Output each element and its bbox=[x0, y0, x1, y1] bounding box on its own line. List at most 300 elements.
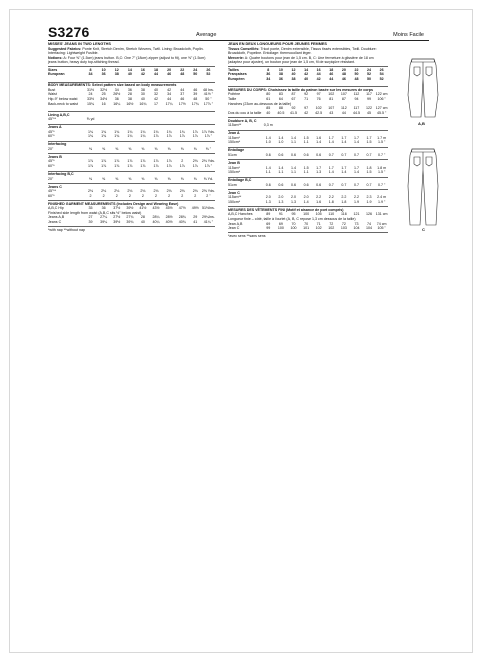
francaises-row-value: 38 bbox=[278, 72, 283, 77]
mesures-row-value: 61 bbox=[266, 96, 271, 101]
europeen-row-value: 36 bbox=[278, 76, 283, 81]
body-row-value: 48 bbox=[193, 96, 198, 101]
tailles-row-value: 14 bbox=[304, 67, 309, 72]
jeans-c-row-value: 2⅛ bbox=[88, 189, 94, 194]
entoilage-bc-row-value: 0.6 bbox=[316, 182, 322, 187]
entoilage-bc-row-label: 51cm bbox=[228, 182, 237, 187]
jean-c-row-value: 1.8 bbox=[328, 199, 334, 204]
lining-title: Lining A,B,C bbox=[48, 111, 215, 117]
jeans-b-row-value: 1⅞ bbox=[127, 163, 133, 168]
finished-row-value: 41¼ " bbox=[203, 219, 214, 224]
jeans-a-row-value: 1⅞ bbox=[153, 134, 159, 139]
jean-c-row-value: 2.0 bbox=[265, 195, 271, 200]
mesures-row-value: 94 bbox=[354, 96, 359, 101]
body-row-value: 42 bbox=[167, 87, 172, 92]
body-row-value: 48 Ins. bbox=[202, 87, 214, 92]
finished-row-value: 51½Ins. bbox=[201, 206, 215, 211]
jeans-c-row-value: 2⅛ bbox=[166, 189, 172, 194]
jean-c-row-value: 1.9 bbox=[366, 199, 372, 204]
interfacing-row-value: ⅜ bbox=[180, 146, 184, 151]
lining-row-value bbox=[97, 117, 110, 122]
tailles-row-value: 20 bbox=[341, 67, 346, 72]
jeans-a-row-value: 1¾ bbox=[140, 134, 146, 139]
finished-row-value: 39½ bbox=[113, 219, 121, 224]
mesures-row-value: 107 bbox=[328, 106, 335, 111]
jean-c-title: Jean C bbox=[228, 189, 388, 195]
mesures-row-value: 87 bbox=[291, 92, 296, 97]
mesures-fini-row-label: Jean C bbox=[228, 226, 240, 231]
finished-row-value: 40¾ bbox=[178, 219, 186, 224]
mesures-fini-row-value: 72 bbox=[341, 221, 346, 226]
body-row-value: 16 bbox=[101, 101, 106, 106]
mercerie-label: Mercerie: bbox=[228, 55, 244, 60]
mesures-row-value: 112 bbox=[340, 106, 347, 111]
interfacing-bc-row-value: ⅜ bbox=[154, 176, 158, 181]
finished-row-value: 28¼ bbox=[152, 215, 160, 220]
body-row-value: 17¼ bbox=[165, 101, 173, 106]
lining-row-value bbox=[176, 117, 189, 122]
jean-c-row-value: 2.0 bbox=[290, 195, 296, 200]
europeen-row-value: 52 bbox=[379, 76, 384, 81]
jeans-a-row-value: 1¾ bbox=[88, 129, 94, 134]
jeans-c-row-value: 2⅛ bbox=[101, 189, 107, 194]
tailles-row-value: 10 bbox=[278, 67, 283, 72]
french-column bbox=[228, 42, 388, 238]
jean-b-row bbox=[228, 170, 388, 175]
europeen-row-value: 38 bbox=[291, 76, 296, 81]
mesures-row-label: Taille bbox=[228, 96, 237, 101]
interfacing-title: Interfacing bbox=[48, 141, 215, 147]
body-row-value: 33½ bbox=[87, 96, 95, 101]
entoilage-row-value: 0.6 bbox=[316, 152, 322, 157]
interfacing-bc-row-value: ⅜ bbox=[102, 176, 106, 181]
jean-b-row-value: 1.1 bbox=[265, 170, 271, 175]
mesures-fini-row-value: 74 cm bbox=[376, 221, 387, 226]
body-row-value: 34½ bbox=[100, 96, 108, 101]
finished-row bbox=[48, 220, 215, 225]
illustration-label-ab: A,B bbox=[418, 121, 425, 126]
mesures-fini-row-value: 100 bbox=[303, 212, 310, 217]
jean-c-row-value: 1.9 bbox=[353, 199, 359, 204]
jeans-a-row-value: 1¾ bbox=[101, 134, 107, 139]
jean-c-row-value: 2.2 bbox=[341, 195, 347, 200]
jeans-b-row-value: 1⅞ bbox=[101, 163, 107, 168]
european-row-value: 34 bbox=[88, 72, 93, 77]
jean-a-row-value: 1.6 bbox=[316, 135, 322, 140]
body-row-value: 41½ " bbox=[203, 92, 214, 97]
interfacing-row-value: ⅜ bbox=[167, 146, 171, 151]
lining-row-value bbox=[123, 117, 136, 122]
jeans-c-row-value: 2 bbox=[89, 193, 92, 198]
jeans-a-row-value: 1¾ bbox=[88, 134, 94, 139]
mesures-fini-row-value: 121 bbox=[353, 212, 360, 217]
entoilage-bc-row bbox=[228, 183, 388, 188]
jean-b-row-value: 1.7 bbox=[316, 165, 322, 170]
europeen-row-value: 48 bbox=[354, 76, 359, 81]
doublure-row bbox=[228, 123, 388, 128]
tailles-row-value: 26 bbox=[379, 67, 384, 72]
mesures-row-value: 112 bbox=[353, 92, 360, 97]
finished-row-value: 28¾ bbox=[178, 215, 186, 220]
jean-b-row-value: 1.1 bbox=[303, 170, 309, 175]
mesures-row-value: 80 bbox=[266, 92, 271, 97]
entoilage-row-label: 51cm bbox=[228, 152, 237, 157]
mesures-row-value: 83 bbox=[278, 92, 283, 97]
finished-row-value: 47½ bbox=[178, 206, 186, 211]
francaises-row-value: 46 bbox=[329, 72, 334, 77]
entoilage-bc-row-value: 0.7 " bbox=[378, 182, 386, 187]
jeans-b-row-value: 1⅞ bbox=[101, 159, 107, 164]
mesures-fini-row-value: 110 bbox=[328, 212, 335, 217]
interfacing-bc-row-value: ⅜ bbox=[141, 176, 145, 181]
body-row-value: 39 bbox=[193, 92, 198, 97]
europeen-row-value: 50 bbox=[367, 76, 372, 81]
interfacing-bc-row-value: ⅜ bbox=[115, 176, 119, 181]
european-row-value: 48 bbox=[180, 72, 185, 77]
mesures-fini-row-label: Longueur finie – côté, taille à l'ourlet (A, B, C repose 1,3 cm dessous de la taille) bbox=[228, 216, 356, 221]
jean-b-row-label: 150cm* bbox=[228, 170, 241, 175]
doublure-row-value bbox=[287, 123, 300, 128]
jeans-a-row-value: 1¾ bbox=[140, 129, 146, 134]
entoilage-bc-row-value: 0.7 bbox=[328, 182, 334, 187]
sizes-row-value: 10 bbox=[101, 67, 106, 72]
divider bbox=[228, 232, 388, 233]
mesures-row bbox=[228, 111, 388, 116]
jean-c-row-value: 2.2 bbox=[353, 195, 359, 200]
interfacing-row-value: ⅜ bbox=[89, 146, 93, 151]
mesures-fini-row-value: 100 bbox=[290, 226, 297, 231]
tailles-row-label: Tailles bbox=[228, 67, 239, 72]
mesures-fini-row-value: 71 bbox=[316, 221, 321, 226]
mesures-row-label: Hanches (23cm au-dessous de la taille) bbox=[228, 101, 292, 106]
jeans-b-row-value: 1⅞ bbox=[127, 159, 133, 164]
jeans-b-row-value: 1⅞ bbox=[179, 163, 185, 168]
sizes-row-value: 20 bbox=[167, 67, 172, 72]
body-row-label: Waist bbox=[48, 92, 57, 97]
body-row-value: 16¾ bbox=[139, 101, 147, 106]
jean-a-row-value: 1.0 bbox=[278, 140, 284, 145]
mesures-corps-title: MESURES DU CORPS: Choisissez la taille du patron basée sur les mesures de corps bbox=[228, 86, 388, 92]
interfacing-row-value: ⅜ " bbox=[205, 146, 212, 151]
jean-a-row-value: 1.1 bbox=[303, 140, 309, 145]
jeans-b-row-label: 45"* bbox=[48, 159, 55, 164]
jeans-c-row-value: 2⅝ Yds. bbox=[201, 189, 215, 194]
jeans-a-row-label: 60"* bbox=[48, 134, 55, 139]
european-row-value: 42 bbox=[140, 72, 145, 77]
mesures-fini-row-value: 131 cm bbox=[375, 212, 388, 217]
sizes-row-value: 14 bbox=[127, 67, 132, 72]
mesures-row-value: 102 bbox=[315, 106, 322, 111]
mesures-fini-title: MESURES DES VÊTEMENTS FINI (Motif et aisance de port compris) bbox=[228, 206, 388, 212]
mesures-fini-row-value: 104 bbox=[366, 226, 373, 231]
sizes-row-value: 24 bbox=[193, 67, 198, 72]
finished-row-value: 49½ bbox=[191, 206, 199, 211]
suggested-fabrics bbox=[48, 47, 215, 56]
finished-row-label: Jeans A,B bbox=[48, 215, 65, 220]
europeen-row-value: 40 bbox=[304, 76, 309, 81]
interfacing-bc-row-value: ⅜ bbox=[89, 176, 93, 181]
body-row-value: 32½ bbox=[100, 87, 108, 92]
entoilage-row-value: 0.6 bbox=[303, 152, 309, 157]
francaises-row-value: 36 bbox=[266, 72, 271, 77]
jean-a-row-value: 1.7 bbox=[328, 135, 334, 140]
jean-a-row-label: 150cm* bbox=[228, 140, 241, 145]
mesures-row-value: 71 bbox=[304, 96, 309, 101]
mesures-row-value: 40 bbox=[266, 110, 271, 115]
tailles-row-value: 22 bbox=[354, 67, 359, 72]
mesures-row-value: 122 cm bbox=[375, 92, 388, 97]
tailles-row-value: 18 bbox=[329, 67, 334, 72]
body-row-value: 16½ bbox=[126, 101, 134, 106]
doublure-row-value bbox=[338, 123, 351, 128]
jean-b-row-value: 1.4 bbox=[265, 165, 271, 170]
mesures-row-value: 106 " bbox=[377, 96, 386, 101]
europeen-row-label: Européen bbox=[228, 76, 245, 81]
jeans-c-row-value: 2 bbox=[115, 193, 118, 198]
jean-c-row-label: 115cm** bbox=[228, 195, 242, 200]
pattern-number: S3276 bbox=[48, 24, 90, 40]
jeans-a-row-value: 1⅞ bbox=[166, 134, 172, 139]
mesures-row-value: 127 cm bbox=[375, 106, 388, 111]
jeans-a-row-value: 1⅞ bbox=[192, 134, 198, 139]
interfacing-row-value: ⅜ bbox=[154, 146, 158, 151]
lining-row-value bbox=[110, 117, 123, 122]
finished-row-value: 29¼Ins. bbox=[201, 215, 215, 220]
jean-c-row-value: 2.2 bbox=[328, 195, 334, 200]
body-row-value: 44 bbox=[167, 96, 172, 101]
mesures-fini-row-value: 116 bbox=[340, 212, 347, 217]
finished-row-value: 35 bbox=[88, 206, 93, 211]
jeans-a-title: Jeans A bbox=[48, 124, 215, 130]
european-row-value: 36 bbox=[101, 72, 106, 77]
mercerie bbox=[228, 56, 388, 65]
interfacing-row-value: ⅜ bbox=[193, 146, 197, 151]
body-row-value: 50 " bbox=[205, 96, 212, 101]
jeans-a-row-value: 1¾ bbox=[101, 129, 107, 134]
interfacing-bc-row-value: ⅜ bbox=[193, 176, 197, 181]
jeans-b-row-value: 1⅞ bbox=[153, 163, 159, 168]
jeans-a-row-value: 1¾ bbox=[166, 129, 172, 134]
tissus-conseilles bbox=[228, 47, 388, 56]
spacer bbox=[228, 81, 388, 84]
section-title: MISSES' JEANS IN TWO LENGTHS bbox=[48, 42, 111, 46]
body-row-label: Back-neck to waist bbox=[48, 101, 78, 106]
entoilage-bc-row-value: 0.6 bbox=[265, 182, 271, 187]
section-title-fr: JEAN EN DEUX LONGUEURS POUR JEUNES FEMMES bbox=[228, 42, 327, 46]
body-row-value: 31½ bbox=[87, 87, 95, 92]
jean-c-row-label: 150cm* bbox=[228, 199, 241, 204]
interfacing-bc-title: Interfacing B,C bbox=[48, 171, 215, 177]
mesures-row-value: 92 bbox=[291, 106, 296, 111]
francaises-row-value: 48 bbox=[341, 72, 346, 77]
mesures-row-value: 41.5 bbox=[289, 110, 297, 115]
body-row-value: 36 bbox=[114, 96, 119, 101]
jeans-c-illustration bbox=[398, 146, 448, 228]
mesures-row-label: Poitrine bbox=[228, 92, 241, 97]
mesures-fini-row-value: 105 bbox=[315, 212, 322, 217]
interfacing-bc-row-value: ⅜ bbox=[180, 176, 184, 181]
mesures-fini-row-value: 126 bbox=[366, 212, 373, 217]
jeans-b-row-value: 1⅞ bbox=[140, 163, 146, 168]
mesures-row-value: 102 bbox=[328, 92, 335, 97]
mesures-fini-row-value: 102 bbox=[328, 226, 335, 231]
mesures-row-value: 88 bbox=[278, 106, 283, 111]
body-row-value: 42 bbox=[154, 96, 159, 101]
jeans-c-row-value: 2 bbox=[128, 193, 131, 198]
sizes-row-label: Sizes bbox=[48, 67, 58, 72]
jean-a-row-value: 1.0 bbox=[265, 140, 271, 145]
suggested-fabrics-text: Ponte Knit, Stretch Denim, Stretch Wovens, Twill. Lining: Broadcloth, Poplin. Interfacing: Lightweight Fusible. bbox=[48, 46, 204, 56]
jeans-b-row-value: 1⅞ bbox=[114, 163, 120, 168]
entoilage-row-value: 0.7 bbox=[328, 152, 334, 157]
mesures-row-value: 42 bbox=[304, 110, 309, 115]
jean-a-row-value: 1.7 bbox=[366, 135, 372, 140]
doublure-row-value bbox=[300, 123, 313, 128]
jeans-b-row bbox=[48, 164, 215, 169]
jeans-c-row-value: 2⅛ bbox=[114, 189, 120, 194]
jeans-a-row-value: 1¾ bbox=[114, 134, 120, 139]
interfacing-row-value: ⅜ bbox=[102, 146, 106, 151]
jeans-c-row-value: 2⅛ bbox=[179, 189, 185, 194]
jean-b-row-value: 1.5 bbox=[366, 170, 372, 175]
mesures-fini-row-value: 91 bbox=[278, 212, 283, 217]
jean-c-row-value: 1.4 bbox=[303, 199, 309, 204]
jeans-b-row-label: 60"* bbox=[48, 163, 55, 168]
finished-row-value: 27¾ bbox=[126, 215, 134, 220]
jean-a-row-value: 1.5 bbox=[366, 140, 372, 145]
mercerie-text: A: Quatre boutons pour jean de 1,5 cm. B, C: Une fermeture à glissière de 18 cm (adaptez pour ajuster), un bouton pour jean de 1,5 cm, fil de surpiqûre résistant. bbox=[228, 55, 374, 65]
body-row-value: 26½ bbox=[113, 92, 121, 97]
footnote: *with nap **without nap bbox=[48, 227, 85, 232]
finished-row-value: 39¾ bbox=[126, 219, 134, 224]
doublure-row-value bbox=[350, 123, 363, 128]
body-row-value: 44 bbox=[180, 87, 185, 92]
jean-a-row-value: 1.4 bbox=[278, 135, 284, 140]
jeans-a-row-value: 1⅞ " bbox=[204, 134, 213, 139]
doublure-row-value: 0,3 m bbox=[263, 123, 273, 128]
jeans-c-row-value: 2 bbox=[102, 193, 105, 198]
jeans-c-row-value: 2⅛ bbox=[140, 189, 146, 194]
francaises-row-value: 40 bbox=[291, 72, 296, 77]
doublure-row-value bbox=[275, 123, 288, 128]
jeans-a-row-value: 1⅞ bbox=[179, 134, 185, 139]
european-row-label: European bbox=[48, 72, 65, 77]
body-row-value: 24 bbox=[88, 92, 93, 97]
jeans-b-row-value: 1⅞ bbox=[88, 159, 94, 164]
mesures-row-label: Dos du cou à la taille bbox=[228, 110, 262, 115]
jean-b-row-value: 1.7 bbox=[328, 165, 334, 170]
jeans-ab-illustration bbox=[398, 55, 448, 123]
mesures-fini-row-value: 69 bbox=[278, 221, 283, 226]
jeans-c-title: Jeans C bbox=[48, 183, 215, 189]
jeans-a-row bbox=[48, 134, 215, 139]
mesures-row-value: 67 bbox=[291, 96, 296, 101]
jeans-a-row-value: 1¾ bbox=[179, 129, 185, 134]
doublure-row-value bbox=[363, 123, 376, 128]
body-row-value: 25 bbox=[101, 92, 106, 97]
jeans-a-row-value: 1¾ bbox=[127, 134, 133, 139]
entoilage-row-value: 0.6 bbox=[290, 152, 296, 157]
entoilage-row bbox=[228, 153, 388, 158]
jean-c-row-value: 1.3 bbox=[265, 199, 271, 204]
jeans-a-row-value: 1⅞ bbox=[192, 129, 198, 134]
mesures-fini-row-value: 100 bbox=[277, 226, 284, 231]
mesures-fini-row bbox=[228, 226, 388, 231]
finished-row-label: Jeans C bbox=[48, 219, 62, 224]
entoilage-row-value: 0.7 bbox=[341, 152, 347, 157]
interfacing-bc-row-label: 20" bbox=[48, 176, 54, 181]
jean-a-row-value: 1.5 " bbox=[378, 140, 386, 145]
entoilage-bc-row-value: 0.6 bbox=[278, 182, 284, 187]
body-row-value: 17⅞ " bbox=[203, 101, 214, 106]
europeen-row-value: 34 bbox=[266, 76, 271, 81]
lining-row-value bbox=[163, 117, 176, 122]
lining-row-label: 45"** bbox=[48, 117, 57, 122]
european-row-value: 50 bbox=[193, 72, 198, 77]
body-row-value: 34 bbox=[114, 87, 119, 92]
finished-row-value: 28 bbox=[140, 215, 145, 220]
jeans-a-row-label: 45"* bbox=[48, 129, 55, 134]
body-row-label: Bust bbox=[48, 87, 56, 92]
mesures-row-value: 85 bbox=[266, 106, 271, 111]
interfacing-row-value: ⅜ bbox=[141, 146, 145, 151]
jeans-b-row-value: 1⅞ bbox=[140, 159, 146, 164]
finished-row-label: Finished side length from waist (A,B,C sits ½" below waist) bbox=[48, 210, 142, 215]
finished-row-value: 29 bbox=[193, 215, 198, 220]
notions-text: A: Four ⅝" (1.5cm) jeans button. B,C: One 7" (18cm) zipper (adjust to fit), one ⅝" (1.5cm) jeans button, heavy duty top-stitching thread. bbox=[48, 55, 206, 65]
body-row-value: 32 bbox=[154, 92, 159, 97]
jeans-b-row-value: 1⅞ bbox=[114, 159, 120, 164]
european-row bbox=[48, 72, 215, 77]
interfacing-bc-row-value: ⅜ Yd. bbox=[203, 176, 214, 181]
header-bar bbox=[48, 20, 429, 41]
jeans-b-row-value: 2⅛ Yds. bbox=[201, 159, 215, 164]
jeans-b-row-value: 1⅞ bbox=[88, 163, 94, 168]
jeans-c-row-value: 2⅛ bbox=[153, 189, 159, 194]
finished-row-value: 40¼ bbox=[152, 219, 160, 224]
body-row-value: 37 bbox=[180, 92, 185, 97]
body-row-label: Hip-9" below waist bbox=[48, 96, 78, 101]
jean-c-row-value: 2.3 bbox=[366, 195, 372, 200]
interfacing-row-value: ⅜ bbox=[128, 146, 132, 151]
interfacing-row-value: ⅜ bbox=[115, 146, 119, 151]
jeans-b-row-value: 1⅞ bbox=[153, 159, 159, 164]
mesures-row-value: 107 bbox=[340, 92, 347, 97]
notions-label: Notions: bbox=[48, 55, 63, 60]
jean-a-row-value: 1.4 bbox=[353, 140, 359, 145]
body-measurements-title: BODY MEASUREMENTS: Select pattern size based on body measurements bbox=[48, 82, 215, 88]
entoilage-row-value: 0.6 bbox=[265, 152, 271, 157]
entoilage-bc-row-value: 0.6 bbox=[303, 182, 309, 187]
mesures-row-value: 42.5 bbox=[315, 110, 323, 115]
entoilage-title: Entoilage bbox=[228, 147, 388, 153]
europeen-row-value: 44 bbox=[329, 76, 334, 81]
jean-c-row-value: 2.0 bbox=[303, 195, 309, 200]
finished-row-value: 27½ bbox=[113, 215, 121, 220]
jean-c-row-value: 2.4 m bbox=[377, 195, 387, 200]
difficulty-fr: Moins Facile bbox=[393, 32, 424, 38]
jean-b-row-value: 1.5 bbox=[303, 165, 309, 170]
lining-row-value: ⅝ yd bbox=[86, 117, 95, 122]
jean-b-row-value: 1.4 bbox=[328, 170, 334, 175]
european-row-value: 46 bbox=[167, 72, 172, 77]
finished-row-value: 39½ bbox=[126, 206, 134, 211]
tissus-conseilles-text: Tricot ponte, Denim extensible, Tissus tissés extensibles, Twill. Doublure: Broadcloth, Popeline. Entoilage: thermocollant léger. bbox=[228, 46, 377, 56]
francaises-row-value: 42 bbox=[304, 72, 309, 77]
body-row-value: 38 bbox=[127, 96, 132, 101]
jean-a-row-value: 1.4 bbox=[328, 140, 334, 145]
lining-row-value bbox=[149, 117, 162, 122]
